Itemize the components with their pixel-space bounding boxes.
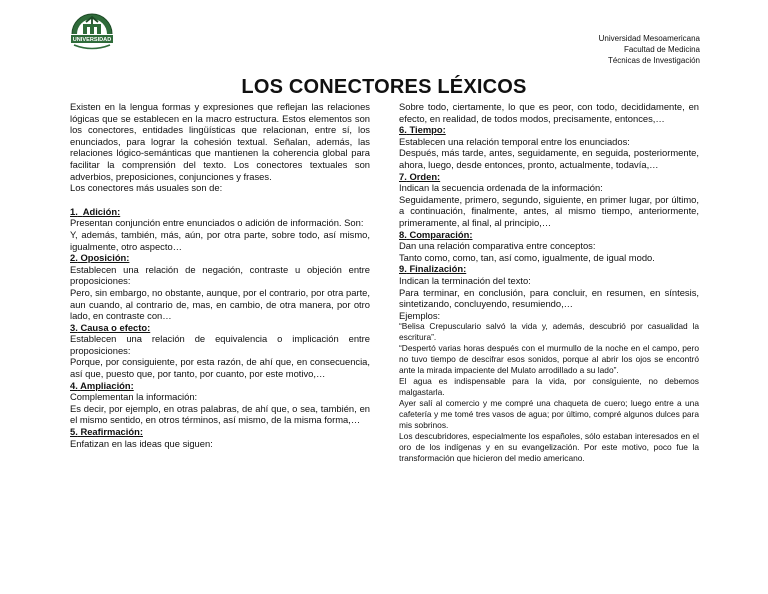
section-heading: Oposición: — [80, 252, 130, 264]
section-heading: Causa o efecto: — [80, 321, 151, 333]
examples-block — [399, 310, 699, 465]
left-column — [70, 101, 370, 449]
logo-text: UNIVERSIDAD — [72, 37, 112, 43]
section-examples: Es decir, por ejemplo, en otras palabras, de ahí que, o sea, también, en el mismo sentido, en otros términos, así mismo, de la misma forma,… — [70, 402, 370, 426]
section-heading: Ampliación: — [80, 379, 134, 391]
section-description: Complementan la información: — [70, 391, 198, 403]
section-heading: Adición: — [82, 205, 121, 217]
section-examples: Porque, por consiguiente, por esta razón, de ahí que, en consecuencia, así que, puesto que, por tanto, por cuanto, por este motivo,… — [70, 356, 370, 380]
section-tiempo — [399, 124, 699, 170]
section-oposicion — [70, 252, 370, 322]
section-examples: Tanto como, como, tan, así como, igualmente, de igual modo. — [399, 251, 655, 263]
examples-label: Ejemplos: — [399, 309, 441, 321]
example-item: “Despertó varias horas después con el murmullo de la noche en el campo, pero no tuvo tiempo de descifrar esos sonidos, porque al abrir los ojos se encontró ante la mirada impaciente del Mulato arrodillado a su lado”. — [399, 343, 699, 376]
section-description: Establecen una relación de negación, contraste u objeción entre proposiciones: — [70, 263, 370, 287]
section-description: Presentan conjunción entre enunciados o adición de información. Son: — [70, 217, 364, 229]
section-examples: Después, más tarde, antes, seguidamente, en seguida, posteriormente, ahora, luego, desde entonces, pronto, actualmente, todavía,… — [399, 147, 699, 170]
section-number: 5. — [70, 426, 78, 438]
section-adicion — [70, 206, 370, 252]
section-number: 3. — [70, 321, 78, 333]
section-examples: Para terminar, en conclusión, para concluir, en resumen, en síntesis, sintetizando, concluyendo, resumiendo,… — [399, 286, 699, 310]
institution-block — [599, 33, 700, 66]
section-description: Establecen una relación de equivalencia o implicación entre proposiciones: — [70, 333, 370, 356]
right-column — [399, 101, 699, 464]
section-heading: Reafirmación: — [80, 426, 143, 438]
faculty-name: Facultad de Medicina — [623, 45, 700, 54]
section-description: Establecen una relación temporal entre los enunciados: — [399, 135, 630, 147]
section-number: 1. — [70, 205, 78, 217]
intro-lead: Los conectores más usuales son de: — [70, 182, 223, 194]
section-heading: Orden: — [409, 170, 441, 182]
section-description: Indican la terminación del texto: — [399, 274, 531, 286]
section-orden — [399, 171, 699, 229]
course-name: Técnicas de Investigación — [607, 56, 700, 65]
section-ampliacion — [70, 380, 370, 426]
section-examples: Sobre todo, ciertamente, lo que es peor, con todo, decididamente, en efecto, en realidad, de todos modos, precisamente, entonces,… — [399, 101, 699, 124]
intro-paragraph: Existen en la lengua formas y expresiones que reflejan las relaciones lógicas que se establecen en la macro estructura. Estos elementos son los conectores, entidades lingüísticas que relacionan, entre sí, los enunciados, para lograr la cohesión textual. Señalan, además, las relaciones lógico-semánticas que mantienen la coherencia global para facilitar la comprensión del texto. Los conectores textuales son adverbios, preposiciones, conjunciones y frases. — [70, 101, 370, 182]
institution-name: Universidad Mesoamericana — [598, 34, 700, 43]
section-examples: Seguidamente, primero, segundo, siguiente, en primer lugar, por último, a continuación, finalmente, antes, al mismo tiempo, anteriormente, primeramente, al final, al principio,… — [399, 193, 699, 228]
example-item: Ayer salí al comercio y me compré una chaqueta de cuero; luego entre a una cafetería y me tomé tres vasos de agua; por último, compré algunos dulces para mis sobrinos. — [399, 398, 699, 431]
university-seal-icon — [68, 8, 116, 54]
section-reafirmacion — [70, 426, 370, 449]
section-heading: Finalización: — [409, 263, 467, 275]
section-examples: Pero, sin embargo, no obstante, aunque, por el contrario, por otra parte, aun cuando, al contrario de, mas, en cambio, de otra manera, por otro lado, en contraste con… — [70, 286, 370, 322]
section-description: Dan una relación comparativa entre conceptos: — [399, 240, 596, 252]
section-number: 4. — [70, 379, 78, 391]
example-item: “Belisa Crepusculario salvó la vida y, además, descubrió por casualidad la escritura”. — [399, 321, 699, 343]
section-number: 7. — [399, 170, 407, 182]
section-description: Indican la secuencia ordenada de la información: — [399, 182, 603, 194]
section-comparacion — [399, 229, 699, 264]
example-item: El agua es indispensable para la vida, por consiguiente, no debemos malgastarla. — [399, 376, 699, 398]
section-causa-efecto — [70, 322, 370, 380]
section-heading: Comparación: — [409, 228, 473, 240]
section-finalizacion — [399, 263, 699, 309]
section-number: 8. — [399, 228, 407, 240]
section-number: 6. — [399, 124, 407, 136]
section-number: 9. — [399, 263, 407, 275]
section-examples: Y, además, también, más, aún, por otra parte, sobre todo, así mismo, igualmente, otro aspecto… — [70, 228, 370, 252]
example-item: Los descubridores, especialmente los españoles, sólo estaban interesados en el oro de los indígenas y en su evangelización. Por este motivo, poco fue la transformación que hicieron del medio americano. — [399, 431, 699, 464]
section-description: Enfatizan en las ideas que siguen: — [70, 437, 213, 449]
section-number: 2. — [70, 252, 78, 264]
section-heading: Tiempo: — [409, 124, 446, 136]
page-title: LOS CONECTORES LÉXICOS — [241, 76, 527, 98]
